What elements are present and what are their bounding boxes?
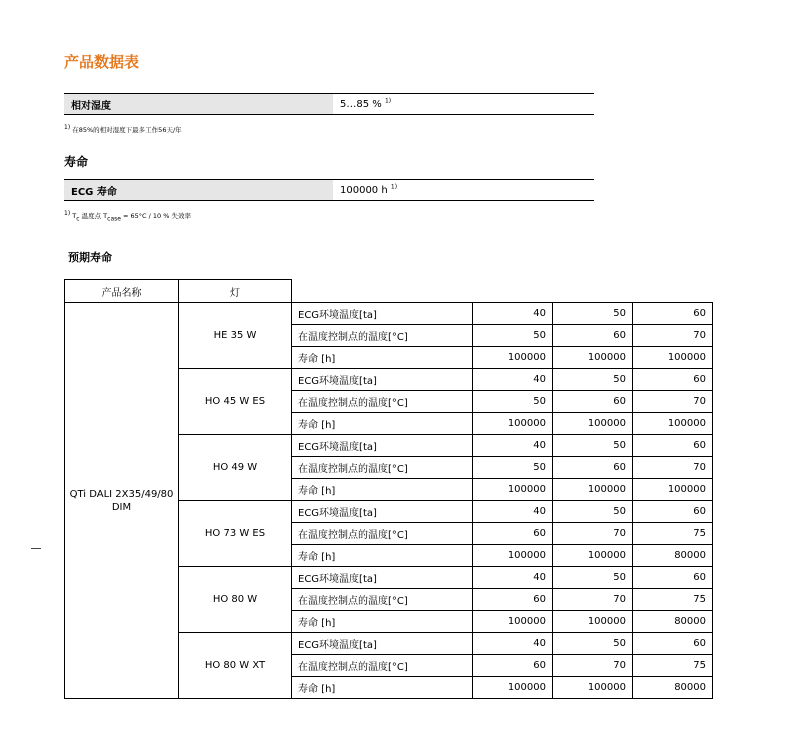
humidity-value-cell — [333, 94, 594, 115]
life-section-title: 寿命 — [64, 155, 89, 169]
value-cell: 60 — [473, 523, 553, 545]
parameter-cell: 寿命 [h] — [292, 677, 473, 699]
parameter-cell: ECG环境温度[ta] — [292, 501, 473, 523]
value-cell: 75 — [633, 589, 713, 611]
value-cell: 40 — [473, 501, 553, 523]
parameter-cell: 寿命 [h] — [292, 413, 473, 435]
value-cell: 100000 — [553, 677, 633, 699]
parameter-cell: 在温度控制点的温度[°C] — [292, 523, 473, 545]
value-cell: 60 — [633, 369, 713, 391]
value-cell: 70 — [553, 523, 633, 545]
value-cell: 50 — [553, 303, 633, 325]
life-footnote — [64, 209, 191, 223]
life-footnote-sub1: c — [76, 215, 80, 223]
value-cell: 100000 — [553, 479, 633, 501]
parameter-cell: 在温度控制点的温度[°C] — [292, 391, 473, 413]
product-name-cell: QTi DALI 2X35/49/80 DIM — [65, 303, 179, 699]
value-cell: 60 — [633, 303, 713, 325]
value-cell: 100000 — [473, 545, 553, 567]
value-cell: 50 — [473, 391, 553, 413]
parameter-cell: 在温度控制点的温度[°C] — [292, 655, 473, 677]
value-cell: 50 — [473, 325, 553, 347]
value-cell: 100000 — [473, 413, 553, 435]
ecg-life-row — [64, 180, 594, 201]
humidity-footnote-marker: 1) — [64, 123, 71, 131]
parameter-cell: ECG环境温度[ta] — [292, 567, 473, 589]
lamp-cell: HO 80 W XT — [179, 633, 292, 699]
value-cell: 75 — [633, 523, 713, 545]
humidity-value: 5…85 % — [340, 98, 382, 110]
value-cell: 40 — [473, 633, 553, 655]
humidity-table — [64, 93, 594, 115]
value-cell: 50 — [553, 369, 633, 391]
value-cell: 80000 — [633, 545, 713, 567]
parameter-cell: 寿命 [h] — [292, 545, 473, 567]
value-cell: 100000 — [633, 479, 713, 501]
life-footnote-marker: 1) — [64, 209, 71, 217]
lamp-cell: HE 35 W — [179, 303, 292, 369]
value-cell: 100000 — [473, 347, 553, 369]
life-footnote-t1: T — [70, 212, 77, 220]
value-cell: 70 — [633, 457, 713, 479]
parameter-cell: ECG环境温度[ta] — [292, 369, 473, 391]
humidity-row — [64, 94, 594, 115]
ecg-life-footnote-ref: 1) — [390, 183, 398, 191]
ecg-life-key: ECG 寿命 — [64, 180, 333, 201]
value-cell: 50 — [553, 435, 633, 457]
page-title: 产品数据表 — [64, 53, 140, 71]
value-cell: 100000 — [473, 479, 553, 501]
value-cell: 100000 — [553, 413, 633, 435]
parameter-cell: ECG环境温度[ta] — [292, 633, 473, 655]
value-cell: 100000 — [633, 413, 713, 435]
parameter-cell: 在温度控制点的温度[°C] — [292, 457, 473, 479]
value-cell: 100000 — [473, 611, 553, 633]
product-name-header: 产品名称 — [65, 280, 179, 303]
value-cell: 75 — [633, 655, 713, 677]
lamp-cell: HO 49 W — [179, 435, 292, 501]
value-cell: 40 — [473, 567, 553, 589]
ecg-life-value-cell — [333, 180, 594, 201]
value-cell: 70 — [633, 391, 713, 413]
value-cell: 100000 — [633, 347, 713, 369]
parameter-cell: 寿命 [h] — [292, 347, 473, 369]
value-cell: 80000 — [633, 611, 713, 633]
expected-life-title: 预期寿命 — [68, 251, 112, 264]
expected-life-table — [64, 279, 713, 699]
value-cell: 60 — [633, 501, 713, 523]
life-footnote-t2: 温度点 T — [79, 212, 108, 220]
value-cell: 60 — [553, 457, 633, 479]
ecg-life-value: 100000 h — [340, 184, 388, 196]
humidity-key: 相对湿度 — [64, 94, 333, 115]
value-cell: 50 — [553, 501, 633, 523]
margin-dash — [31, 548, 41, 549]
value-cell: 40 — [473, 435, 553, 457]
value-cell: 60 — [553, 325, 633, 347]
lamp-cell: HO 80 W — [179, 567, 292, 633]
value-cell: 60 — [633, 567, 713, 589]
value-cell: 40 — [473, 303, 553, 325]
value-cell: 40 — [473, 369, 553, 391]
table-row — [65, 303, 713, 325]
value-cell: 70 — [633, 325, 713, 347]
value-cell: 60 — [473, 589, 553, 611]
value-cell: 100000 — [473, 677, 553, 699]
humidity-value-footnote-ref: 1) — [384, 97, 392, 105]
value-cell: 50 — [553, 633, 633, 655]
value-cell: 60 — [633, 633, 713, 655]
parameter-cell: 在温度控制点的温度[°C] — [292, 325, 473, 347]
value-cell: 50 — [553, 567, 633, 589]
lamp-cell: HO 73 W ES — [179, 501, 292, 567]
parameter-cell: 在温度控制点的温度[°C] — [292, 589, 473, 611]
value-cell: 80000 — [633, 677, 713, 699]
parameter-cell: ECG环境温度[ta] — [292, 435, 473, 457]
value-cell: 50 — [473, 457, 553, 479]
ecg-life-table — [64, 179, 594, 201]
life-footnote-t3: = 65°C / 10 % 失效率 — [120, 212, 191, 220]
parameter-cell: 寿命 [h] — [292, 611, 473, 633]
value-cell: 60 — [473, 655, 553, 677]
humidity-footnote — [64, 125, 182, 134]
parameter-cell: ECG环境温度[ta] — [292, 303, 473, 325]
table-header-row — [65, 280, 713, 303]
lamp-header: 灯 — [179, 280, 292, 303]
parameter-cell: 寿命 [h] — [292, 479, 473, 501]
lamp-cell: HO 45 W ES — [179, 369, 292, 435]
value-cell: 100000 — [553, 347, 633, 369]
value-cell: 100000 — [553, 611, 633, 633]
value-cell: 70 — [553, 655, 633, 677]
value-cell: 100000 — [553, 545, 633, 567]
value-cell: 70 — [553, 589, 633, 611]
value-cell: 60 — [633, 435, 713, 457]
humidity-footnote-text: 在85%的相对湿度下最多工作56天/年 — [70, 126, 182, 134]
value-cell: 60 — [553, 391, 633, 413]
life-footnote-sub2: case — [107, 215, 121, 223]
